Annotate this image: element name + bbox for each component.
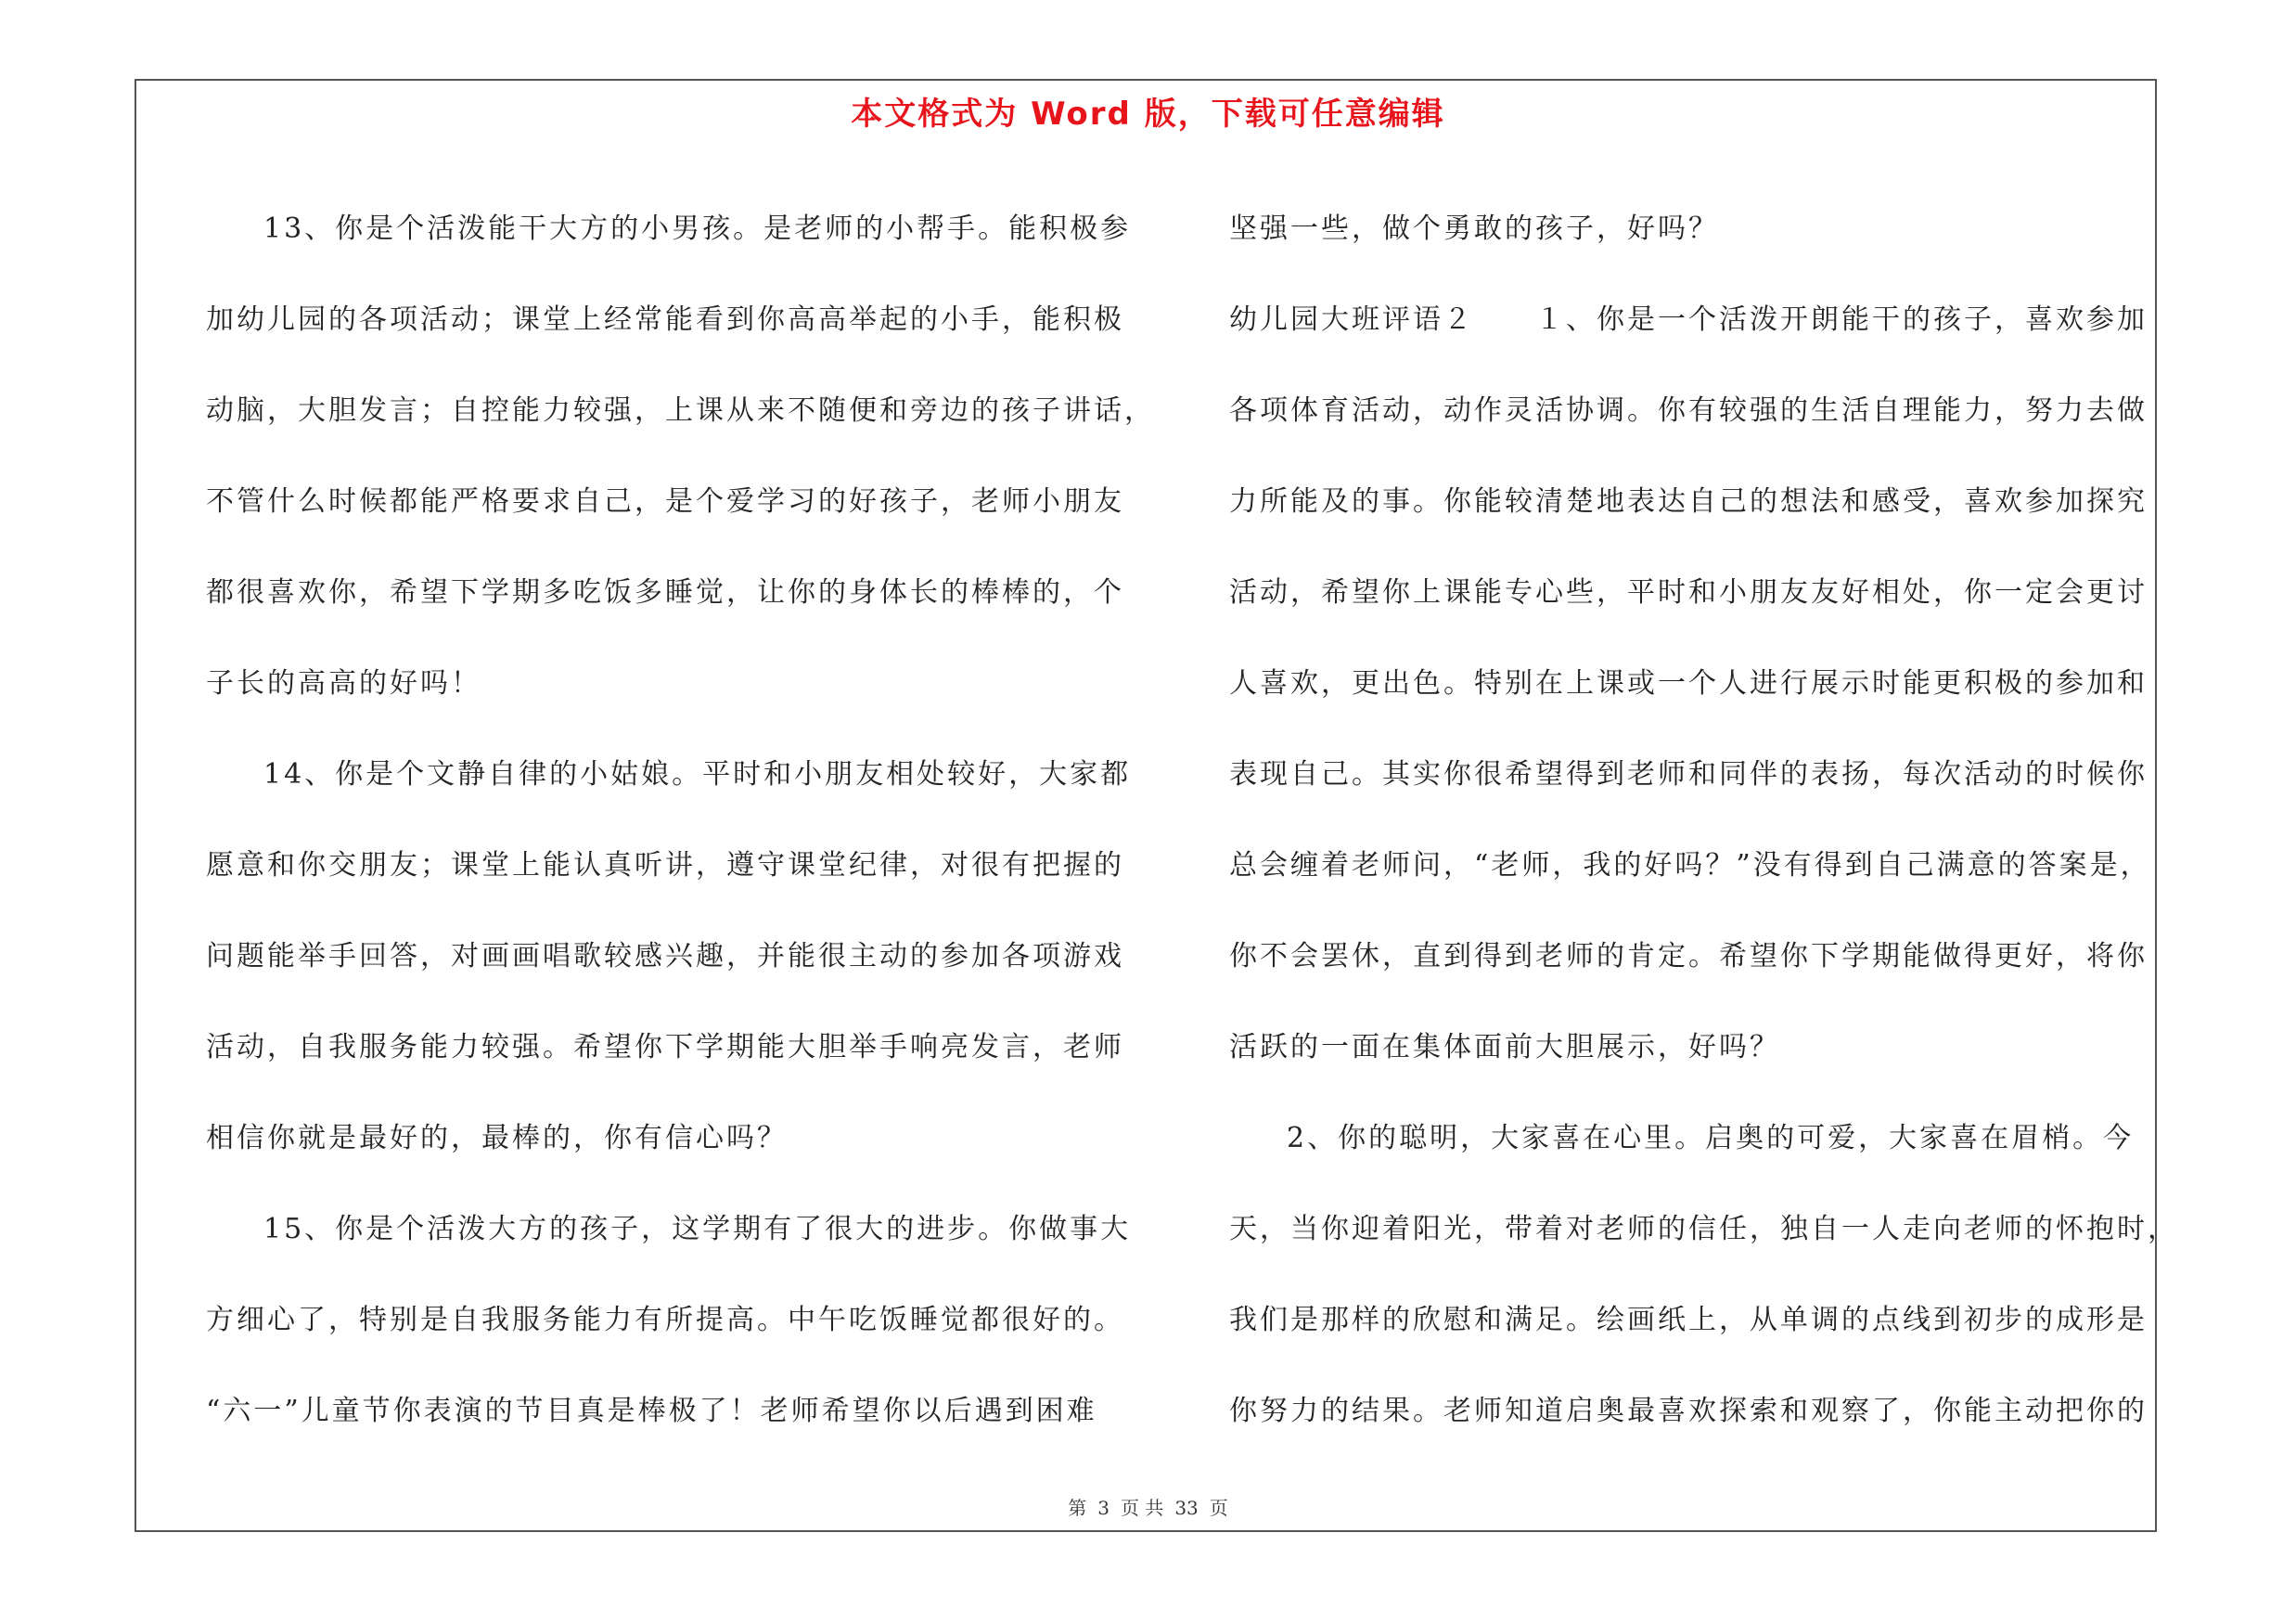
page-total: 33 [1174,1497,1199,1519]
right-text-column [1229,184,2178,1457]
page-number-footer [0,1493,2296,1520]
left-text-column [206,184,1155,1457]
paragraph-line: 活跃的一面在集体面前大胆展示，好吗？ [1229,1031,1780,1063]
paragraph-line: 方细心了，特别是自我服务能力有所提高。中午吃饭睡觉都很好的。 [206,1304,1124,1336]
paragraph-line: 人喜欢，更出色。特别在上课或一个人进行展示时能更积极的参加和 [1229,667,2148,700]
paragraph-line: 坚强一些，做个勇敢的孩子，好吗？ [1229,213,1719,245]
paragraph-line: 15、你是个活泼大方的孩子，这学期有了很大的进步。你做事大 [263,1213,1132,1245]
word-format-banner: 本文格式为 Word 版，下载可任意编辑 [851,96,1445,133]
paragraph-line: 表现自己。其实你很希望得到老师和同伴的表扬，每次活动的时候你 [1229,758,2148,791]
page-prefix: 第 [1068,1497,1087,1519]
paragraph-line: 各项体育活动，动作灵活协调。你有较强的生活自理能力，努力去做 [1229,394,2148,427]
page-mid: 页 共 [1120,1497,1164,1519]
paragraph-line: 活动，希望你上课能专心些，平时和小朋友友好相处，你一定会更讨 [1229,576,2148,609]
paragraph-line: 都很喜欢你，希望下学期多吃饭多睡觉，让你的身体长的棒棒的，个 [206,576,1124,609]
paragraph-line: 我们是那样的欣慰和满足。绘画纸上，从单调的点线到初步的成形是 [1229,1304,2148,1336]
paragraph-line: 相信你就是最好的，最棒的，你有信心吗？ [206,1122,788,1154]
paragraph-line: 加幼儿园的各项活动；课堂上经常能看到你高高举起的小手，能积极 [206,303,1124,336]
page-number: 3 [1097,1497,1110,1519]
paragraph-line: “六一”儿童节你表演的节目真是棒极了！老师希望你以后遇到困难 [206,1395,1097,1427]
paragraph-line: 动脑，大胆发言；自控能力较强，上课从来不随便和旁边的孩子讲话， [206,394,1155,427]
paragraph-line: 你不会罢休，直到得到老师的肯定。希望你下学期能做得更好，将你 [1229,940,2148,973]
paragraph-line: 2、你的聪明，大家喜在心里。启奥的可爱，大家喜在眉梢。今 [1287,1122,2135,1154]
paragraph-line: 子长的高高的好吗！ [206,667,481,700]
paragraph-line: 愿意和你交朋友；课堂上能认真听讲，遵守课堂纪律，对很有把握的 [206,849,1124,882]
paragraph-line: 总会缠着老师问，“老师，我的好吗？”没有得到自己满意的答案是， [1229,849,2151,882]
paragraph-line: 天，当你迎着阳光，带着对老师的信任，独自一人走向老师的怀抱时， [1229,1213,2178,1245]
paragraph-line: 13、你是个活泼能干大方的小男孩。是老师的小帮手。能积极参 [263,213,1132,245]
paragraph-line: 14、你是个文静自律的小姑娘。平时和小朋友相处较好，大家都 [263,758,1132,791]
paragraph-line: 问题能举手回答，对画画唱歌较感兴趣，并能很主动的参加各项游戏 [206,940,1124,973]
section-heading-line: 幼儿园大班评语２ １、你是一个活泼开朗能干的孩子，喜欢参加 [1229,303,2148,336]
paragraph-line: 活动，自我服务能力较强。希望你下学期能大胆举手响亮发言，老师 [206,1031,1124,1063]
page-suffix: 页 [1209,1497,1228,1519]
paragraph-line: 不管什么时候都能严格要求自己，是个爱学习的好孩子，老师小朋友 [206,485,1124,518]
paragraph-line: 力所能及的事。你能较清楚地表达自己的想法和感受，喜欢参加探究 [1229,485,2148,518]
paragraph-line: 你努力的结果。老师知道启奥最喜欢探索和观察了，你能主动把你的 [1229,1395,2148,1427]
